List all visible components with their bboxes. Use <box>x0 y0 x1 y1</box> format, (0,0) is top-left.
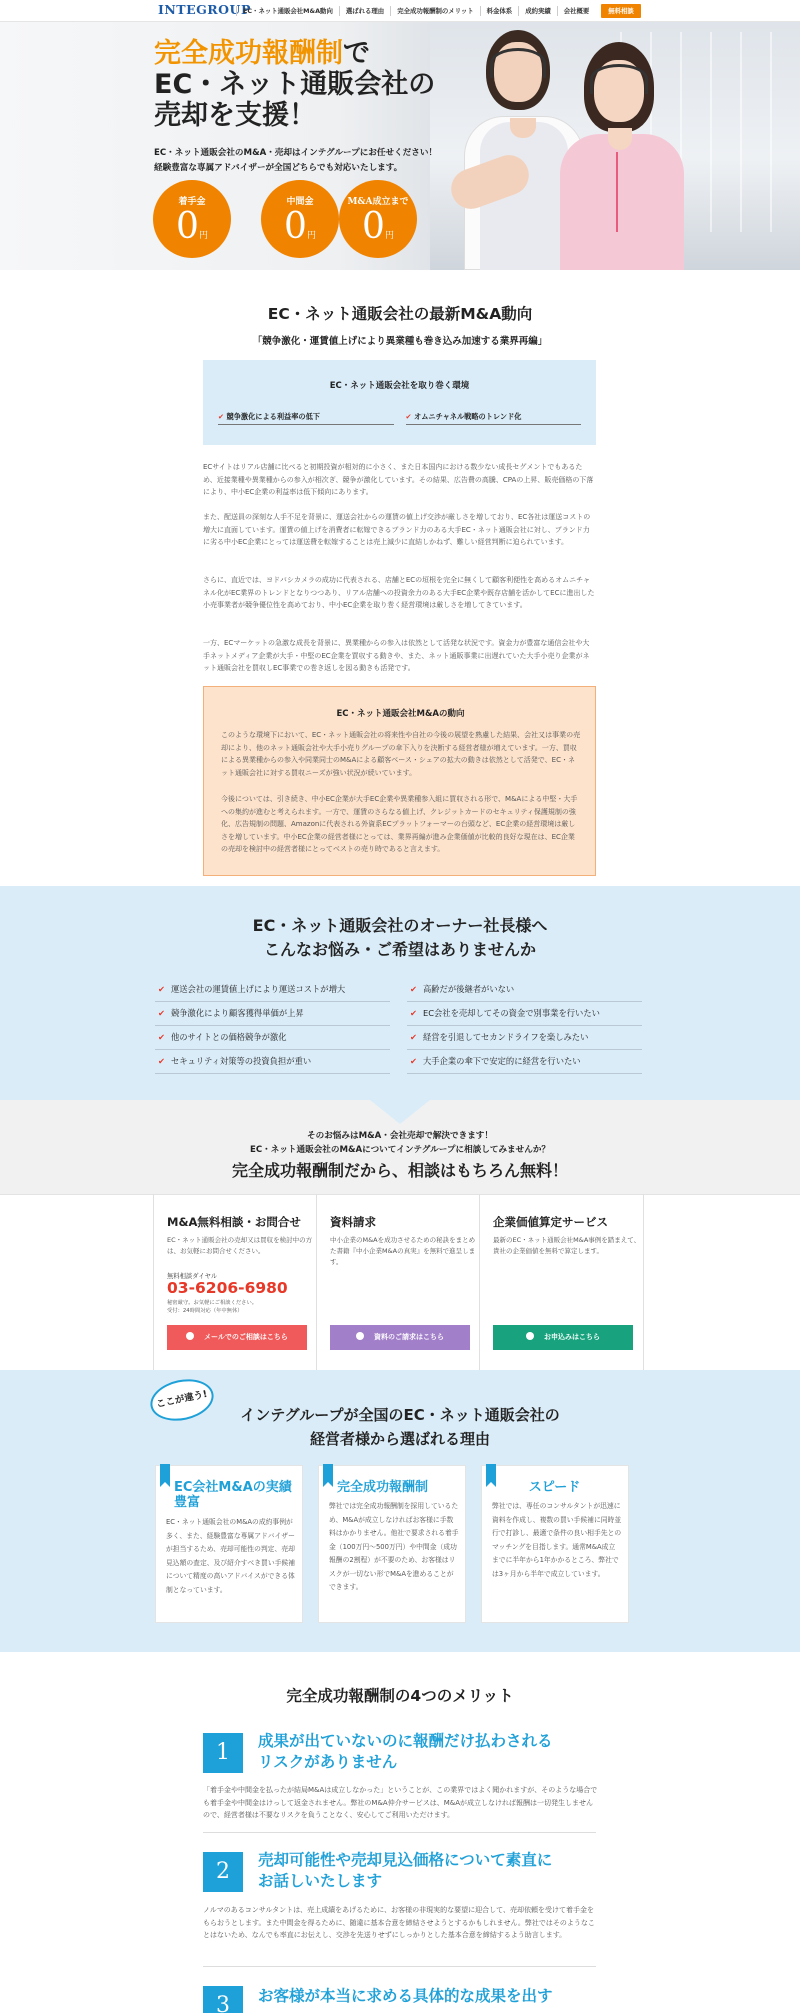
nav-link-fees[interactable]: 料金体系 <box>480 6 519 16</box>
check-icon: ✔ <box>410 1032 417 1042</box>
nav-link-trend[interactable]: EC・ネット通販会社M&A動向 <box>236 6 339 16</box>
trend-paragraph: また、配送員の深刻な人手不足を背景に、運送会社からの運賃の値上げ交渉が厳しさを増しており、EC各社は運送コストの増大に直面しています。運賃の値上げを消費者に転嫁できるブランド力のある大手EC・ネット通販会社に対し、ブランド力に劣る中小EC企業にとっては運送費を転嫁することは売上減少に直結しかねず、難しい経営判断に迫られています。 <box>203 513 591 546</box>
hero-title-highlight: 完全成功報酬制 <box>154 38 343 69</box>
worry-item: ✔ 経営を引退してセカンドライフを楽しみたい <box>407 1026 642 1050</box>
trend-title: EC・ネット通販会社の最新M&A動向 <box>267 305 533 323</box>
trend-paragraph: ECサイトはリアル店舗に比べると初期投資が相対的に小さく、また日本国内における数少ない成長セグメントでもあるため、近接業種や異業種からの参入が相次ぎ、競争が激化しています。その結果、広告費の高騰、CPAの上昇、販売価格の下落により、中小EC企業の利益率は低下傾向にあります。 <box>203 463 594 496</box>
owner-worries-section <box>0 886 800 1100</box>
merit-number: 2 <box>203 1852 243 1892</box>
check-icon: ✔ <box>218 412 225 421</box>
site-logo[interactable]: INTEGROUP <box>158 2 251 17</box>
trend-paragraph: 一方、ECマーケットの急激な成長を背景に、異業種からの参入は依然として活発な状況です。資金力が豊富な通信会社や大手ネットメディア企業が大手・中堅のEC企業を買収する動きや、また、ネット通販事業に出遅れていた大手小売り企業がネット通販会社を買収しEC事業での巻き返しを図る動きも活発です。 <box>203 639 590 672</box>
hero-title-line2: EC・ネット通販会社の <box>154 69 436 100</box>
check-icon: ✔ <box>158 1008 165 1018</box>
reason-card: 完全成功報酬制 弊社では完全成功報酬制を採用しているため、M&Aが成立しなければお客様に手数料はかかりません。他社で要求される着手金（100万円〜500万円）や中間金（成功報酬の2割程）が不要のため、お客様はリスクが一切ない形でM&Aを進めることができます。 <box>318 1465 466 1623</box>
worry-item: ✔ 他のサイトとの価格競争が激化 <box>155 1026 390 1050</box>
fee-circle-until-close: M&A成立まで 0円 <box>339 180 417 258</box>
merit-title: お客様が本当に求める具体的な成果を出す <box>258 1987 553 2005</box>
check-icon: ✔ <box>158 1032 165 1042</box>
trend-subtitle: 「競争激化・運賃値上げにより異業種も巻き込み加速する業界再編」 <box>252 336 548 347</box>
valuation-apply-button[interactable]: お申込みはこちら <box>493 1325 633 1350</box>
environment-title: EC・ネット通販会社を取り巻く環境 <box>329 381 470 391</box>
worry-item: ✔ セキュリティ対策等の投資負担が重い <box>155 1050 390 1074</box>
environment-item: ✔ オムニチャネル戦略のトレンド化 <box>406 412 582 425</box>
consult-lead: そのお悩みはM&A・会社売却で解決できます！ EC・ネット通販会社のM&Aについてインテグループに相談してみませんか？ <box>249 1131 551 1155</box>
check-icon: ✔ <box>158 1056 165 1066</box>
merit-number: 3 <box>203 1986 243 2013</box>
trend-paragraph: さらに、直近では、ヨドバシカメラの成功に代表される、店舗とECの垣根を完全に無くして顧客利便性を高めるオムニチャネル化がEC業界のトレンドとなりつつあり、リアル店舗への投資余力のある大手EC企業や既存店舗を活かしてECに進出した小売事業者が競争優位性を高めており、中小EC企業を取り巻く経営環境は厳しさを増してきています。 <box>203 576 595 609</box>
worry-item: ✔ EC会社を売却してその資金で別事業を行いたい <box>407 1002 642 1026</box>
nav-link-results[interactable]: 成約実績 <box>518 6 557 16</box>
ma-trend-box <box>203 686 596 876</box>
difference-badge: ここが違う! <box>147 1374 218 1426</box>
hero-banner <box>0 22 800 270</box>
merit-title: 成果が出ていないのに報酬だけ払わされる リスクがありません <box>258 1732 553 1771</box>
consult-column-valuation: 企業価値算定サービス 最新のEC・ネット通販会社M&A事例を踏まえて、貴社の企業価値を無料で算定します。 お申込みはこちら <box>493 1195 657 1371</box>
environment-item: ✔ 競争激化による利益率の低下 <box>218 412 394 425</box>
nav-link-merits[interactable]: 完全成功報酬制のメリット <box>390 6 479 16</box>
reason-card: EC会社M&Aの実績豊富 EC・ネット通販会社のM&Aの成約事例が多く、また、経験豊富な専属アドバイザーが担当するため、売却可能性の判定、売却見込額の査定、及び紹介すべき買い手候補について精度の高いアドバイスができる体制となっています。 <box>155 1465 303 1623</box>
reasons-section <box>0 1370 800 1652</box>
nav-link-company[interactable]: 会社概要 <box>557 6 596 16</box>
ma-trend-paragraph: このような環境下において、EC・ネット通販会社の将来性や自社の今後の展望を熟慮した結果、会社又は事業の売却により、他のネット通販会社や大手小売りグループの傘下入りを決断する経営者様が増えています。一方、買収による異業種からの参入や同業同士のM&Aによる顧客ベース・シェアの拡大の動きは依然として活発で、EC・ネット通販会社に対する買収ニーズが強い状況が続いています。 <box>221 731 581 777</box>
merit-text: ノルマのあるコンサルタントは、売上成績をあげるために、お客様の非現実的な要望に迎合して、売却依頼を受けて着手金をもらおうとします。また中間金を得るために、随違に基本合意を締結させようとするかもしれません。弊社ではそのようなことはないため、なんでも率直にお伝えし、交渉を先送りせずにしっかりとした基本合意を締結するよう助言します。 <box>203 1906 595 1939</box>
consult-column-materials: 資料請求 中小企業のM&Aを成功させるための秘訣をまとめた書籍『中小企業M&Aの真実』を無料で進呈します。 資料のご請求はこちら <box>330 1195 494 1371</box>
merit-number: 1 <box>203 1733 243 1773</box>
section-arrow <box>370 1100 430 1124</box>
consult-column-contact: M&A無料相談・お問合せ EC・ネット通販会社の売却又は買収を検討中の方は、お気軽にお問合せください。 無料相談ダイヤル 03-6206-6980 秘密厳守。お気軽にご相談ください。 受付：24時間対応（年中無休） メールでのご相談はこちら <box>167 1195 331 1371</box>
request-materials-button[interactable]: 資料のご請求はこちら <box>330 1325 470 1350</box>
hero-title: 完全成功報酬制で EC・ネット通販会社の 売却を支援！ <box>154 38 436 131</box>
reason-card: スピード 弊社では、専任のコンサルタントが迅速に資料を作成し、複数の買い手候補に同時並行で打診し、最適で条件の良い相手先とのマッチングを目指します。通常M&A成立までに半年から1年かかるところ、弊社では3ヶ月から半年で成立しています。 <box>481 1465 629 1623</box>
environment-box <box>203 360 596 445</box>
hero-subtitle: EC・ネット通販会社のM&A・売却はインテグループにお任せください！ 経験豊富な専属アドバイザーが全国どちらでも対応いたします。 <box>154 148 438 173</box>
dial-label: 無料相談ダイヤル <box>167 1273 218 1280</box>
top-nav <box>0 0 800 22</box>
ma-trend-paragraph: 今後については、引き続き、中小EC企業が大手EC企業や異業種参入組に買収される形で、M&Aによる中堅・大手への集約が進むと考えられます。一方で、運賃のさらなる値上げ、クレジットカードのセキュリティ保護規制の強化、広告規制の問題、Amazonに代表される外資系ECプラットフォーマーの台頭など、EC企業の経営環境は厳しさを増しています。中小EC企業の経営者様にとっては、業界再編が進み企業価値が比較的良好な現在は、EC企業の売却を検討中の経営者様にとってベストの売り時であると言えます。 <box>221 795 578 853</box>
ma-trend-title: EC・ネット通販会社M&Aの動向 <box>336 709 465 719</box>
reasons-title: インテグループが全国のEC・ネット通販会社の 経営者様から選ばれる理由 <box>240 1406 560 1448</box>
bookmark-icon <box>323 1464 333 1482</box>
email-consult-button[interactable]: メールでのご相談はこちら <box>167 1325 307 1350</box>
worry-item: ✔ 高齢だが後継者がいない <box>407 978 642 1002</box>
nav-links <box>236 0 595 22</box>
hero-title-line3: 売却を支援！ <box>154 100 316 131</box>
fee-circle-retainer: 着手金 0円 <box>153 180 231 258</box>
check-icon: ✔ <box>158 984 165 994</box>
arrow-circle-icon <box>356 1332 364 1340</box>
owner-title: EC・ネット通販会社のオーナー社長様へ こんなお悩み・ご希望はありませんか <box>252 916 548 959</box>
worries-list-right <box>407 978 642 1074</box>
consult-headline: 完全成功報酬制だから、相談はもちろん無料！ <box>231 1161 568 1180</box>
worry-item: ✔ 運送会社の運賃値上げにより運送コストが増大 <box>155 978 390 1002</box>
check-icon: ✔ <box>405 412 412 421</box>
operator-photo-right <box>552 42 702 270</box>
bookmark-icon <box>160 1464 170 1482</box>
worry-item: ✔ 大手企業の傘下で安定的に経営を行いたい <box>407 1050 642 1074</box>
check-icon: ✔ <box>410 1008 417 1018</box>
arrow-circle-icon <box>186 1332 194 1340</box>
merit-title: 売却可能性や売却見込価格について素直に お話しいたします <box>258 1851 553 1890</box>
nav-free-consult-button[interactable]: 無料相談 <box>601 4 641 18</box>
phone-number[interactable]: 03-6206-6980 <box>167 1279 288 1297</box>
nav-link-reasons[interactable]: 選ばれる理由 <box>339 6 390 16</box>
fee-circle-interim: 中間金 0円 <box>261 180 339 258</box>
worry-item: ✔ 競争激化により顧客獲得単価が上昇 <box>155 1002 390 1026</box>
consultation-section <box>0 1100 800 1370</box>
check-icon: ✔ <box>410 984 417 994</box>
merit-text: 「着手金や中間金を払ったが結局M&Aは成立しなかった」ということが、この業界ではよく聞かれますが、そのような場合でも着手金や中間金はけっして返金されません。弊社のM&A仲介サービスは、M&Aが成立しなければ報酬は一切発生しませんので、経営者様は不要なリスクを負うことなく、安心してご利用いただけます。 <box>203 1786 598 1819</box>
merits-title: 完全成功報酬制の4つのメリット <box>286 1687 514 1705</box>
check-icon: ✔ <box>410 1056 417 1066</box>
arrow-circle-icon <box>526 1332 534 1340</box>
worries-list-left <box>155 978 390 1074</box>
